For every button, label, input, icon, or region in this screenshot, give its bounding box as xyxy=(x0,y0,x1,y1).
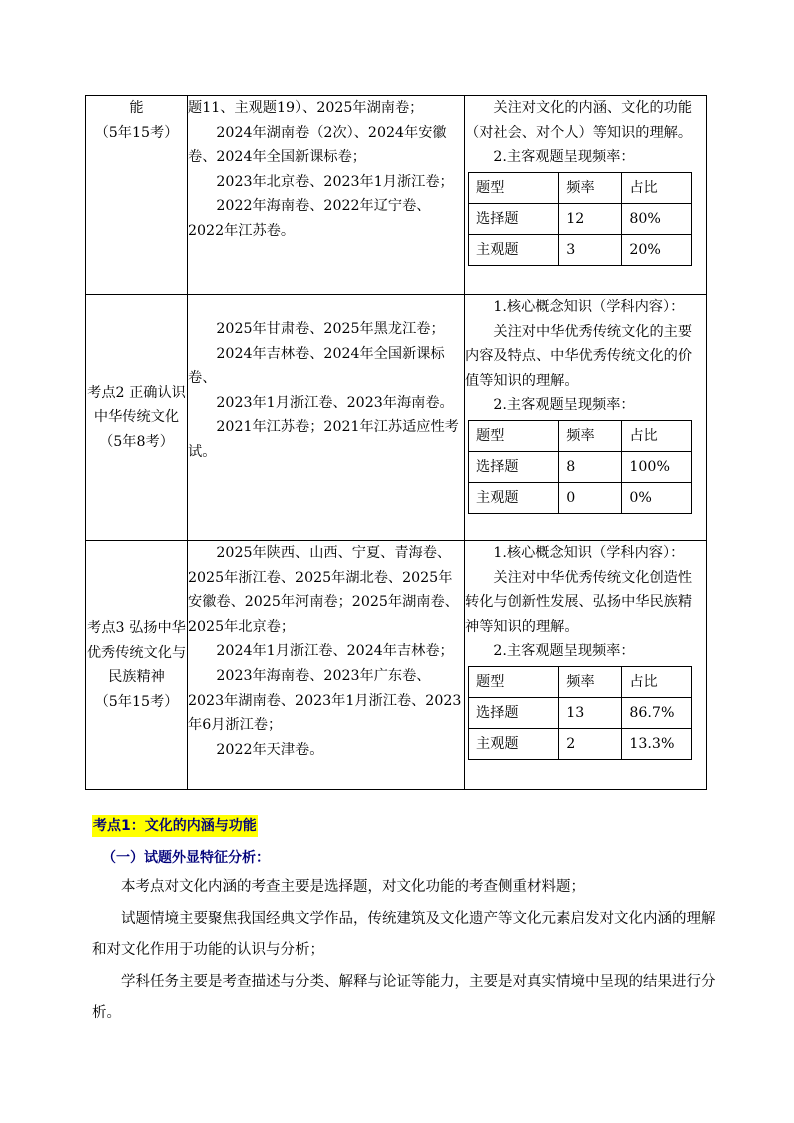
topic-cell xyxy=(86,541,188,790)
frequency-cell: 题型 xyxy=(469,666,559,697)
source-line: 2023年1月浙江卷、2023年海南卷。 xyxy=(216,394,454,411)
frequency-table xyxy=(468,666,692,760)
frequency-cell: 80% xyxy=(622,203,692,234)
source-line: 2024年1月浙江卷、2024年吉林卷； xyxy=(216,643,454,660)
frequency-row xyxy=(469,451,692,482)
frequency-cell: 占比 xyxy=(622,172,692,203)
frequency-cell: 主观题 xyxy=(469,234,559,265)
requirement-cell xyxy=(465,295,707,541)
frequency-row xyxy=(469,203,692,234)
frequency-cell: 86.7% xyxy=(622,697,692,728)
topic-title: 能 xyxy=(129,100,144,116)
topic-count: （5年15考） xyxy=(94,693,179,710)
analysis-text xyxy=(92,872,722,1030)
frequency-cell: 题型 xyxy=(469,420,559,451)
paragraph: 本考点对文化内涵的考查主要是选择题，对文化功能的考查侧重材料题； xyxy=(121,879,585,895)
frequency-cell: 8 xyxy=(559,451,622,482)
requirement-line: 1.核心概念知识（学科内容）： xyxy=(493,299,685,315)
requirement-line: 关注对中华优秀传统文化创造性转化与创新性发展、弘扬中华民族精神等知识的理解。 xyxy=(465,569,693,635)
requirement-line: 2.主客观题呈现频率： xyxy=(493,149,635,166)
frequency-table xyxy=(468,172,692,266)
frequency-cell: 主观题 xyxy=(469,482,559,513)
frequency-cell: 0 xyxy=(559,482,622,513)
frequency-row xyxy=(469,697,692,728)
frequency-header-row xyxy=(469,172,692,203)
frequency-header-row xyxy=(469,666,692,697)
source-cell xyxy=(188,96,465,295)
source-line: 2024年湖南卷（2次）、2024年安徽卷、2024年全国新课标卷； xyxy=(188,124,447,166)
frequency-cell: 频率 xyxy=(559,420,622,451)
frequency-header-row xyxy=(469,420,692,451)
frequency-cell: 3 xyxy=(559,234,622,265)
source-line: 题11、主观题19）、2025年湖南卷； xyxy=(188,100,424,116)
requirement-line: 2.主客观题呈现频率： xyxy=(493,643,635,660)
frequency-cell: 占比 xyxy=(622,666,692,697)
frequency-cell: 2 xyxy=(559,728,622,759)
topic-cell xyxy=(86,96,188,295)
frequency-row xyxy=(469,728,692,759)
table-row xyxy=(86,295,707,541)
source-line: 2023年北京卷、2023年1月浙江卷； xyxy=(216,173,454,190)
source-line: 2021年江苏卷；2021年江苏适应性考试。 xyxy=(188,419,459,460)
source-line: 2022年天津卷。 xyxy=(216,741,324,758)
paragraph: 学科任务主要是考查描述与分类、解释与论证等能力，主要是对真实情境中呈现的结果进行分析。 xyxy=(92,973,716,1021)
requirement-line: 2.主客观题呈现频率： xyxy=(493,397,635,414)
subsection-title: （一）试题外显特征分析： xyxy=(102,850,270,866)
frequency-cell: 频率 xyxy=(559,172,622,203)
exam-topic-table xyxy=(85,95,707,790)
frequency-cell: 占比 xyxy=(622,420,692,451)
source-cell xyxy=(188,295,465,541)
source-cell xyxy=(188,541,465,790)
frequency-cell: 选择题 xyxy=(469,697,559,728)
frequency-cell: 选择题 xyxy=(469,203,559,234)
paragraph: 试题情境主要聚焦我国经典文学作品，传统建筑及文化遗产等文化元素启发对文化内涵的理解和对文化作用于功能的认识与分析； xyxy=(92,910,716,958)
requirement-line: 1.核心概念知识（学科内容）： xyxy=(493,545,685,561)
frequency-table xyxy=(468,420,692,514)
requirement-line: 关注对文化的内涵、文化的功能（对社会、对个人）等知识的理解。 xyxy=(465,100,693,141)
requirement-cell xyxy=(465,541,707,790)
frequency-cell: 20% xyxy=(622,234,692,265)
source-line: 2025年陕西、山西、宁夏、青海卷、2025年浙江卷、2025年湖北卷、2025年安徽卷、2025年河南卷；2025年湖南卷、2025年北京卷； xyxy=(188,545,459,635)
frequency-cell: 13.3% xyxy=(622,728,692,759)
frequency-cell: 题型 xyxy=(469,172,559,203)
frequency-cell: 主观题 xyxy=(469,728,559,759)
requirement-cell xyxy=(465,96,707,295)
topic-title: 考点2 正确认识中华传统文化 xyxy=(87,384,186,426)
frequency-row xyxy=(469,234,692,265)
source-line: 2025年甘肃卷、2025年黑龙江卷； xyxy=(216,321,445,337)
requirement-line: 关注对中华优秀传统文化的主要内容及特点、中华优秀传统文化的价值等知识的理解。 xyxy=(465,323,693,389)
table-row xyxy=(86,96,707,295)
frequency-cell: 13 xyxy=(559,697,622,728)
topic-title: 考点3 弘扬中华优秀传统文化与民族精神 xyxy=(86,620,187,685)
frequency-cell: 12 xyxy=(559,203,622,234)
topic-count: （5年8考） xyxy=(99,433,174,450)
frequency-cell: 选择题 xyxy=(469,451,559,482)
source-line: 2023年海南卷、2023年广东卷、2023年湖南卷、2023年1月浙江卷、2023年6月浙江卷； xyxy=(188,667,462,734)
source-line: 2022年海南卷、2022年辽宁卷、2022年江苏卷。 xyxy=(188,198,431,239)
source-line: 2024年吉林卷、2024年全国新课标卷、 xyxy=(188,345,445,387)
section-title: 考点1：文化的内涵与功能 xyxy=(92,815,258,837)
frequency-cell: 100% xyxy=(622,451,692,482)
frequency-cell: 0% xyxy=(622,482,692,513)
topic-count: （5年15考） xyxy=(94,124,179,141)
table-row xyxy=(86,541,707,790)
frequency-row xyxy=(469,482,692,513)
topic-cell xyxy=(86,295,188,541)
frequency-cell: 频率 xyxy=(559,666,622,697)
